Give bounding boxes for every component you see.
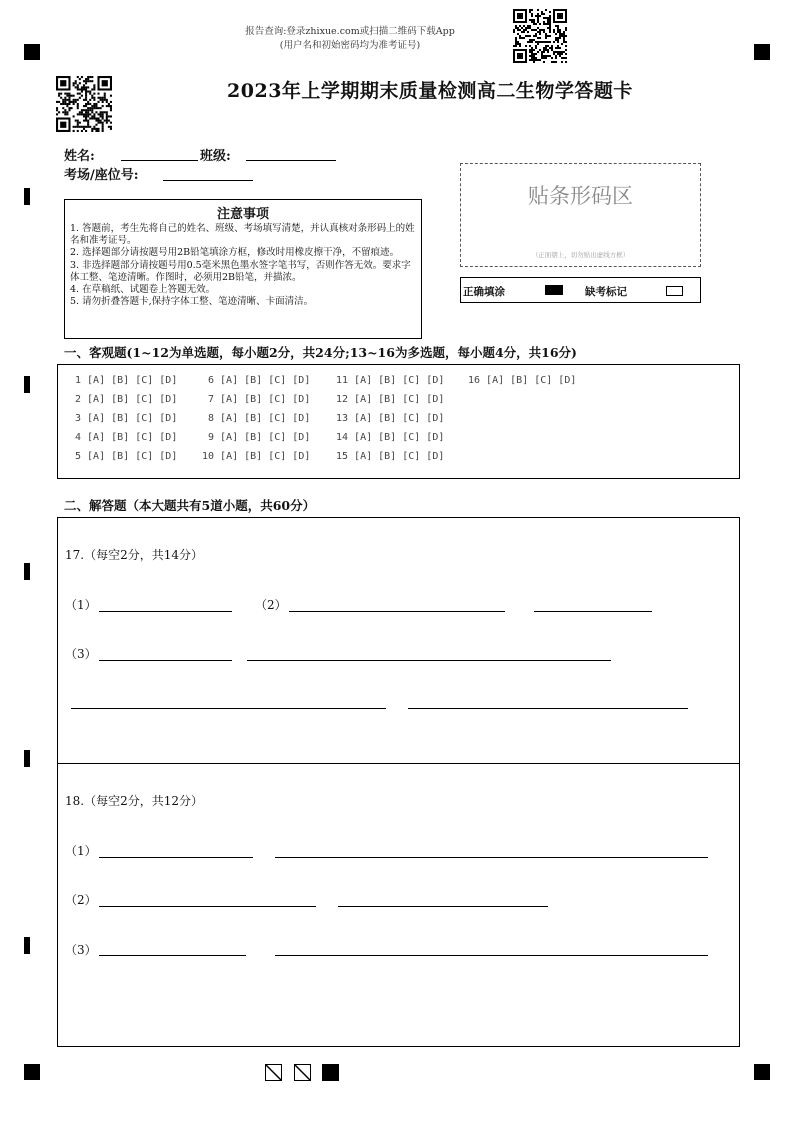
choice-row-5[interactable]: 5 [A] [B] [C] [D] (75, 451, 178, 462)
name-label: 姓名: (64, 149, 95, 164)
notice-item: 1. 答题前，考生先将自己的姓名、班级、考场填写清楚，并认真核对条形码上的姓名和准考证号。 (70, 223, 415, 247)
q17-answer-line[interactable] (534, 611, 652, 612)
q18-answer-line[interactable] (275, 857, 708, 858)
choice-row-9[interactable]: 9 [A] [B] [C] [D] (208, 432, 311, 443)
page-code-mark (322, 1064, 339, 1081)
choice-row-6[interactable]: 6 [A] [B] [C] [D] (208, 375, 311, 386)
objective-section-title: 一、客观题(1~12为单选题，每小题2分，共24分;13~16为多选题，每小题4分，共16分) (64, 345, 577, 360)
notice-heading: 注意事项 (216, 207, 269, 222)
choice-row-2[interactable]: 2 [A] [B] [C] [D] (75, 394, 178, 405)
barcode-area-label: 贴条形码区 (528, 184, 633, 208)
question-17-box (57, 517, 740, 764)
q17-answer-line[interactable] (99, 611, 232, 612)
choice-row-10[interactable]: 10 [A] [B] [C] [D] (202, 451, 311, 462)
choice-row-7[interactable]: 7 [A] [B] [C] [D] (208, 394, 311, 405)
q17-blank-3-label: （3） (65, 647, 97, 661)
seat-label: 考场/座位号: (64, 168, 139, 183)
barcode-area (460, 163, 701, 267)
q17-blank-1-label: （1） (65, 598, 97, 612)
q18-answer-line[interactable] (99, 906, 316, 907)
choice-row-11[interactable]: 11 [A] [B] [C] [D] (336, 375, 445, 386)
q18-blank-3-label: （3） (65, 943, 97, 957)
choice-row-15[interactable]: 15 [A] [B] [C] [D] (336, 451, 445, 462)
q18-answer-line[interactable] (275, 955, 708, 956)
corner-mark-top-right (754, 44, 770, 60)
q17-blank-2-label: （2） (255, 598, 287, 612)
page-code-mark (265, 1064, 282, 1081)
choice-row-13[interactable]: 13 [A] [B] [C] [D] (336, 413, 445, 424)
q18-answer-line[interactable] (338, 906, 548, 907)
absent-mark-box[interactable] (666, 285, 683, 297)
correct-fill-label: 正确填涂 (463, 286, 505, 298)
page-title: 2023年上学期期末质量检测高二生物学答题卡 (227, 80, 633, 102)
question-17-heading: 17.（每空2分，共14分） (65, 548, 203, 562)
absent-mark-label: 缺考标记 (585, 286, 627, 298)
timing-mark (24, 750, 30, 767)
corner-mark-bottom-right (754, 1064, 770, 1080)
report-query-note: (用户名和初始密码均为准考证号) (279, 40, 421, 51)
class-field[interactable] (246, 160, 336, 161)
choice-row-16[interactable]: 16 [A] [B] [C] [D] (468, 375, 577, 386)
q17-answer-line[interactable] (289, 611, 505, 612)
q18-answer-line[interactable] (99, 857, 253, 858)
qr-code-icon (513, 9, 567, 63)
objective-answer-box (57, 364, 740, 479)
notice-item: 2. 选择题部分请按题号用2B铅笔填涂方框，修改时用橡皮擦干净，不留痕迹。 (70, 247, 400, 259)
choice-row-3[interactable]: 3 [A] [B] [C] [D] (75, 413, 178, 424)
choice-row-8[interactable]: 8 [A] [B] [C] [D] (208, 413, 311, 424)
question-18-heading: 18.（每空2分，共12分） (65, 794, 203, 808)
timing-mark (24, 376, 30, 393)
timing-mark (24, 937, 30, 954)
barcode-area-hint: （正面朝上，切勿贴出虚线方框） (531, 251, 630, 259)
question-18-box (57, 763, 740, 1047)
notice-item: 4. 在草稿纸、试题卷上答题无效。 (70, 284, 216, 296)
q17-answer-line[interactable] (71, 708, 386, 709)
class-label: 班级: (200, 149, 231, 164)
choice-row-4[interactable]: 4 [A] [B] [C] [D] (75, 432, 178, 443)
timing-mark (24, 563, 30, 580)
choice-row-1[interactable]: 1 [A] [B] [C] [D] (75, 375, 178, 386)
correct-fill-sample (545, 284, 563, 296)
report-query-line: 报告查询:登录zhixue.com或扫描二维码下载App (245, 26, 455, 37)
name-field[interactable] (121, 160, 198, 161)
notice-item: 5. 请勿折叠答题卡,保持字体工整、笔迹清晰、卡面清洁。 (70, 296, 314, 308)
q17-answer-line[interactable] (408, 708, 688, 709)
fill-legend (460, 277, 701, 303)
seat-field[interactable] (163, 180, 253, 181)
notice-box (64, 199, 422, 339)
q17-answer-line[interactable] (247, 660, 611, 661)
timing-mark (24, 188, 30, 205)
corner-mark-bottom-left (24, 1064, 40, 1080)
choice-row-14[interactable]: 14 [A] [B] [C] [D] (336, 432, 445, 443)
q17-answer-line[interactable] (99, 660, 232, 661)
page-code-mark (294, 1064, 311, 1081)
choice-row-12[interactable]: 12 [A] [B] [C] [D] (336, 394, 445, 405)
q18-answer-line[interactable] (99, 955, 246, 956)
q18-blank-2-label: （2） (65, 893, 97, 907)
subjective-section-title: 二、解答题（本大题共有5道小题，共60分） (64, 498, 316, 513)
q18-blank-1-label: （1） (65, 844, 97, 858)
notice-item: 3. 非选择题部分请按题号用0.5毫米黑色墨水签字笔书写，否则作答无效。要求字体工整、笔迹清晰。作图时，必须用2B铅笔，并描浓。 (70, 259, 411, 283)
